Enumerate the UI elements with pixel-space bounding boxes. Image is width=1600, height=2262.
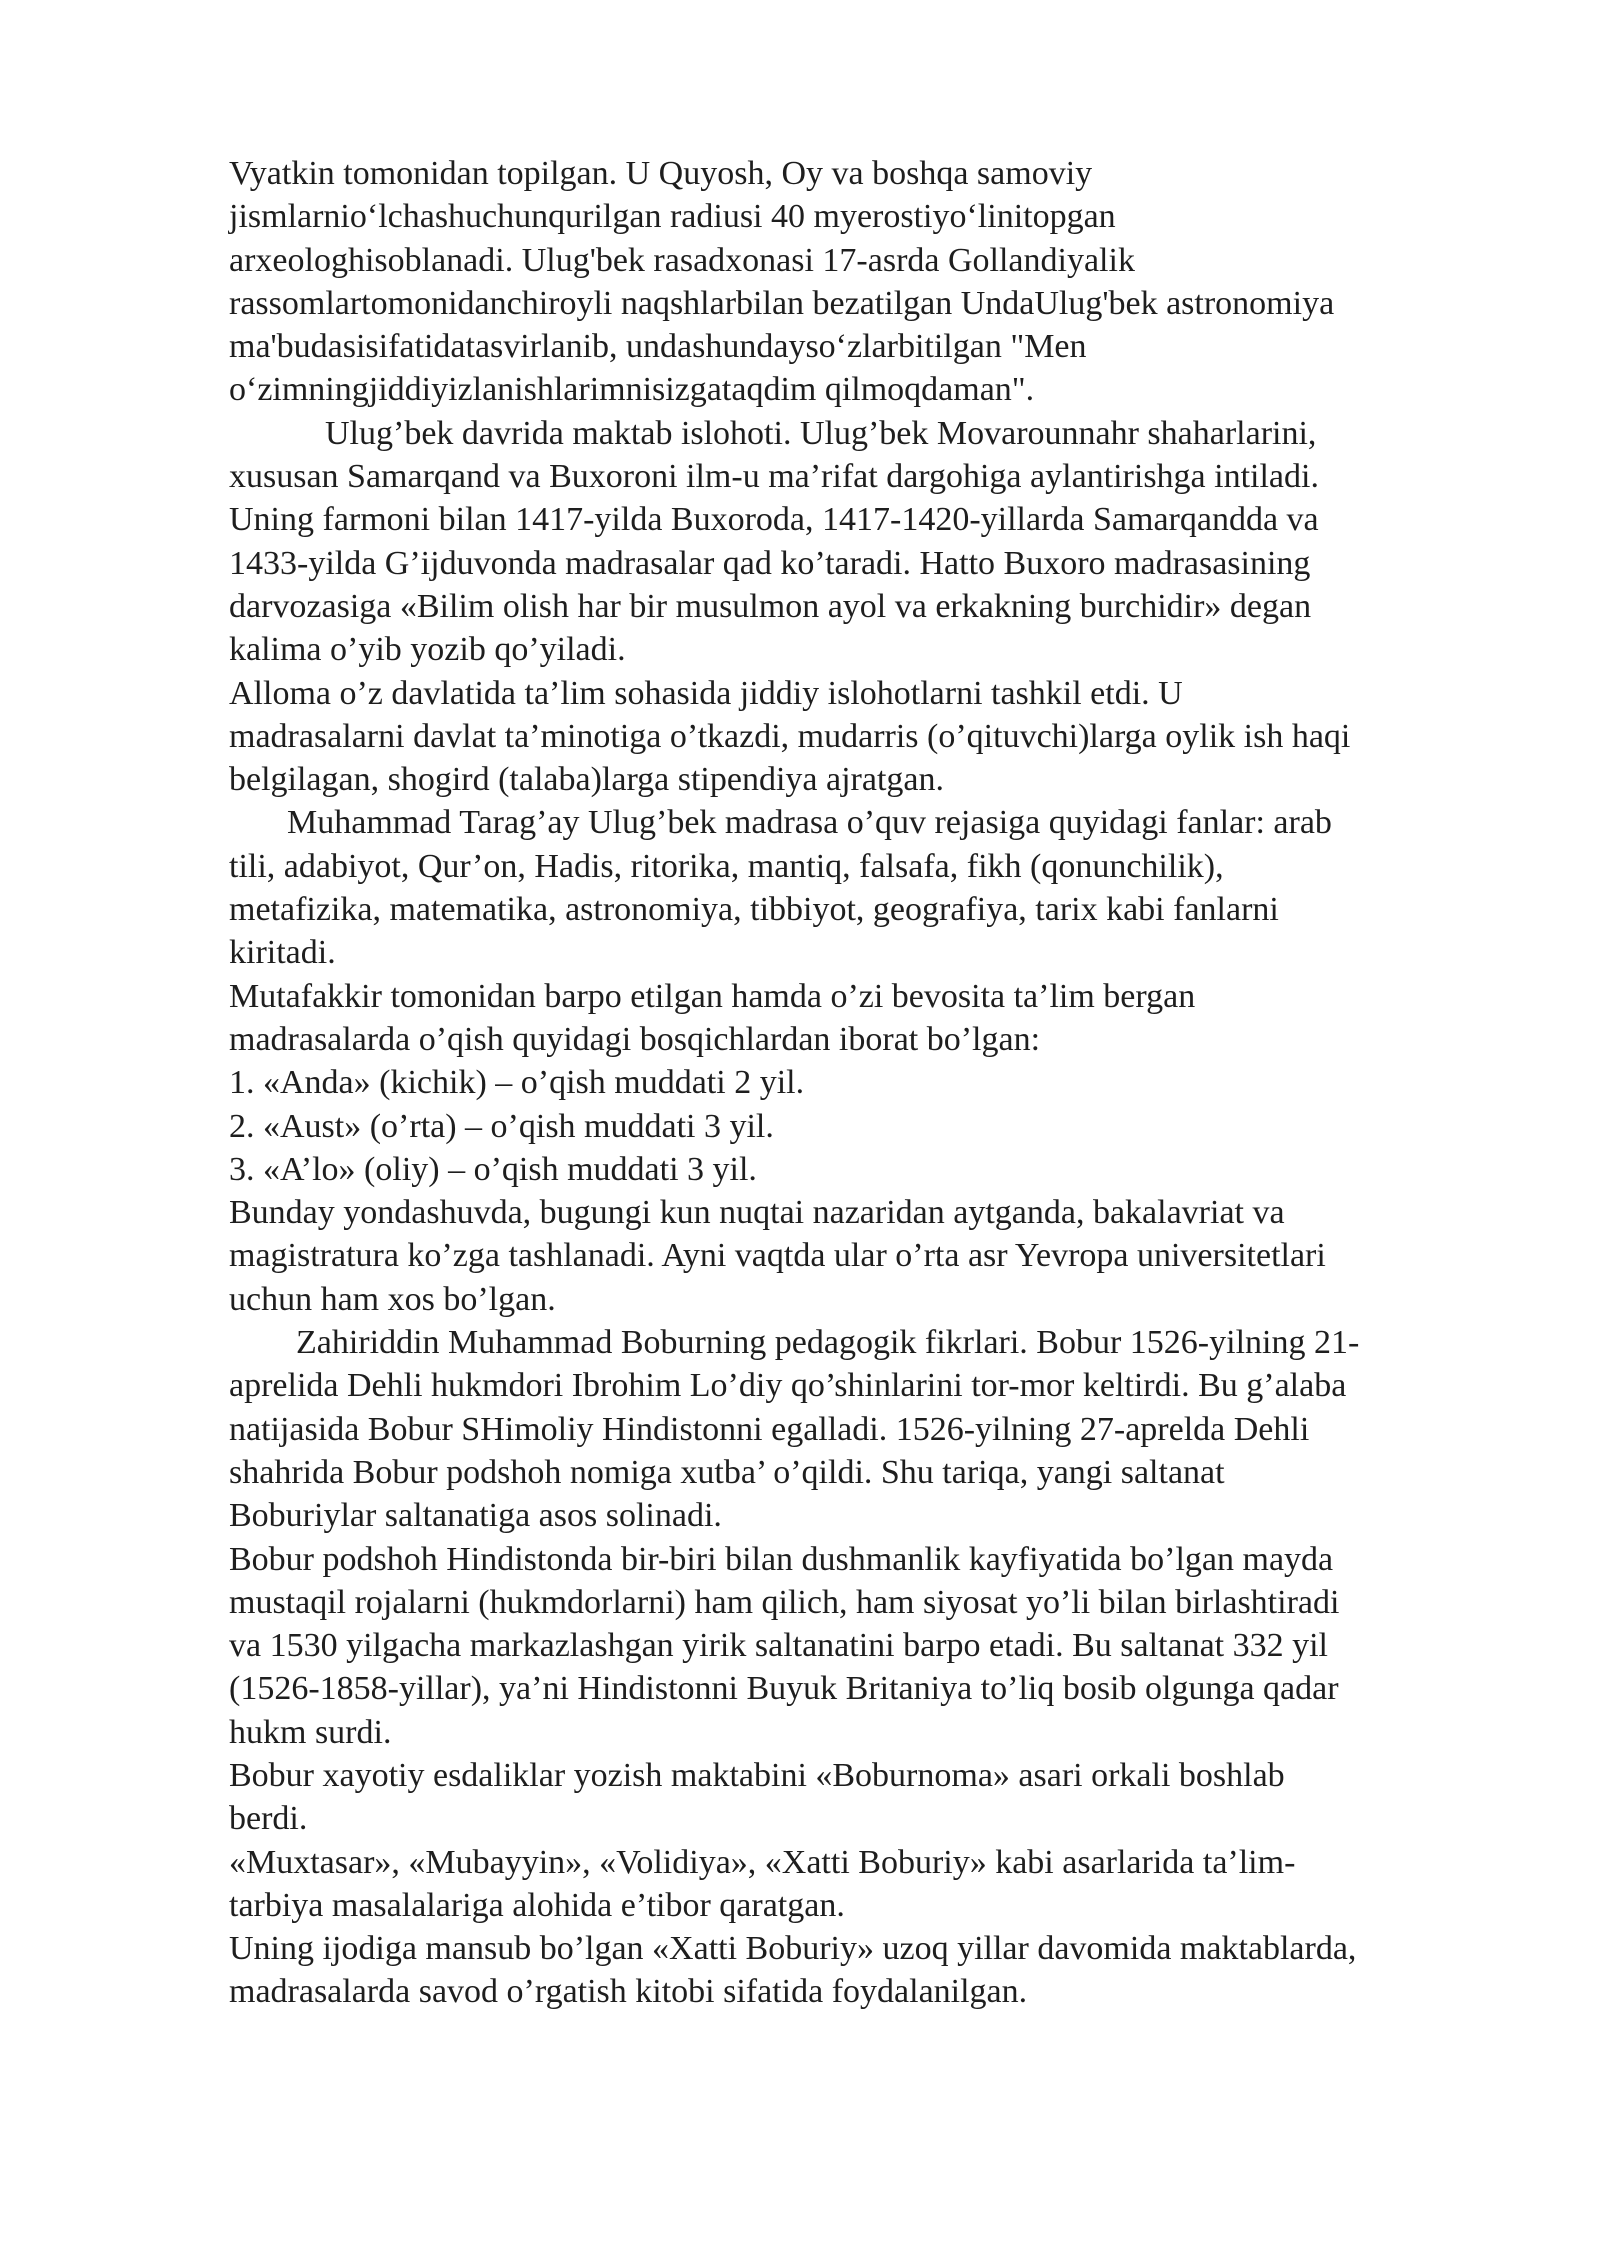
text-line: kalima o’yib yozib qo’yiladi.	[229, 631, 626, 669]
text-line: magistratura ko’zga tashlanadi. Ayni vaqtda ular o’rta asr Yevropa universitetlari	[229, 1237, 1326, 1275]
text-line: Zahiriddin Muhammad Boburning pedagogik fikrlari. Bobur 1526-yilning 21-	[296, 1324, 1360, 1362]
text-line: «Muxtasar», «Mubayyin», «Volidiya», «Xatti Boburiy» kabi asarlarida ta’lim-	[229, 1843, 1296, 1881]
text-line: o‘zimningjiddiyizlanishlarimnisizgataqdim qilmoqdaman".	[229, 371, 1035, 409]
text-line: Vyatkin tomonidan topilgan. U Quyosh, Oy va boshqa samoviy	[229, 155, 1093, 192]
text-line: berdi.	[229, 1800, 308, 1838]
text-line: Bunday yondashuvda, bugungi kun nuqtai nazaridan aytganda, bakalavriat va	[229, 1194, 1285, 1232]
text-line: madrasalarda savod o’rgatish kitobi sifatida foydalanilgan.	[229, 1973, 1028, 2011]
text-line: 2. «Aust» (o’rta) – o’qish muddati 3 yil.	[229, 1107, 774, 1145]
text-line: Muhammad Tarag’ay Ulug’bek madrasa o’quv rejasiga quyidagi fanlar: arab	[287, 804, 1332, 842]
text-line: ma'budasisifatidatasvirlanib, undashundayso‘zlarbitilgan "Men	[229, 328, 1087, 366]
text-line: jismlarnio‘lchashuchunqurilgan radiusi 40 myerostiyo‘linitopgan	[229, 198, 1116, 236]
text-line: Bobur xayotiy esdaliklar yozish maktabini «Boburnoma» asari orkali boshlab	[229, 1756, 1285, 1794]
text-line: natijasida Bobur SHimoliy Hindistonni egalladi. 1526-yilning 27-aprelda Dehli	[229, 1410, 1310, 1448]
text-line: 3. «A’lo» (oliy) – o’qish muddati 3 yil.	[229, 1150, 757, 1188]
text-line: arxeologhisoblanadi. Ulug'bek rasadxonasi 17-asrda Gollandiyalik	[229, 241, 1135, 279]
text-line: tarbiya masalalariga alohida e’tibor qaratgan.	[229, 1886, 845, 1924]
text-line: 1433-yilda G’ijduvonda madrasalar qad ko’taradi. Hatto Buxoro madrasasining	[229, 544, 1311, 582]
text-line: xususan Samarqand va Buxoroni ilm-u ma’rifat dargohiga aylantirishga intiladi.	[229, 458, 1319, 496]
text-line: Uning farmoni bilan 1417-yilda Buxoroda, 1417-1420-yillarda Samarqandda va	[229, 501, 1319, 539]
text-line: rassomlartomonidanchiroyli naqshlarbilan bezatilgan UndaUlug'bek astronomiya	[229, 284, 1335, 322]
text-line: darvozasiga «Bilim olish har bir musulmon ayol va erkakning burchidir» degan	[229, 587, 1312, 625]
text-line: 1. «Anda» (kichik) – o’qish muddati 2 yil.	[229, 1064, 805, 1102]
document-body	[229, 152, 1519, 2014]
text-line: va 1530 yilgacha markazlashgan yirik saltanatini barpo etadi. Bu saltanat 332 yil	[229, 1627, 1329, 1665]
text-line: uchun ham xos bo’lgan.	[229, 1280, 556, 1318]
text-line: Boburiylar saltanatiga asos solinadi.	[229, 1497, 722, 1535]
text-line: aprelida Dehli hukmdori Ibrohim Lo’diy qo’shinlarini tor-mor keltirdi. Bu g’alaba	[229, 1367, 1347, 1405]
text-line: Ulug’bek davrida maktab islohoti. Ulug’bek Movarounnahr shaharlarini,	[325, 414, 1317, 452]
text-line: Alloma o’z davlatida ta’lim sohasida jiddiy islohotlarni tashkil etdi. U	[229, 674, 1183, 712]
text-line: (1526-1858-yillar), ya’ni Hindistonni Buyuk Britaniya to’liq bosib olgunga qadar	[229, 1670, 1339, 1708]
text-line: hukm surdi.	[229, 1713, 392, 1751]
text-line: shahrida Bobur podshoh nomiga xutba’ o’qildi. Shu tariqa, yangi saltanat	[229, 1453, 1225, 1491]
text-line: mustaqil rojalarni (hukmdorlarni) ham qilich, ham siyosat yo’li bilan birlashtiradi	[229, 1583, 1340, 1621]
text-line: Bobur podshoh Hindistonda bir-biri bilan dushmanlik kayfiyatida bo’lgan mayda	[229, 1540, 1334, 1578]
text-line: madrasalarda o’qish quyidagi bosqichlardan iborat bo’lgan:	[229, 1020, 1041, 1058]
text-line: kiritadi.	[229, 934, 336, 972]
text-line: metafizika, matematika, astronomiya, tibbiyot, geografiya, tarix kabi fanlarni	[229, 891, 1279, 929]
text-line: belgilagan, shogird (talaba)larga stipendiya ajratgan.	[229, 761, 944, 799]
text-line: madrasalarni davlat ta’minotiga o’tkazdi, mudarris (o’qituvchi)larga oylik ish haqi	[229, 717, 1351, 755]
text-line: tili, adabiyot, Qur’on, Hadis, ritorika, mantiq, falsafa, fikh (qonunchilik),	[229, 847, 1224, 885]
text-line: Uning ijodiga mansub bo’lgan «Xatti Boburiy» uzoq yillar davomida maktablarda,	[229, 1930, 1357, 1968]
text-line: Mutafakkir tomonidan barpo etilgan hamda o’zi bevosita ta’lim bergan	[229, 977, 1196, 1015]
